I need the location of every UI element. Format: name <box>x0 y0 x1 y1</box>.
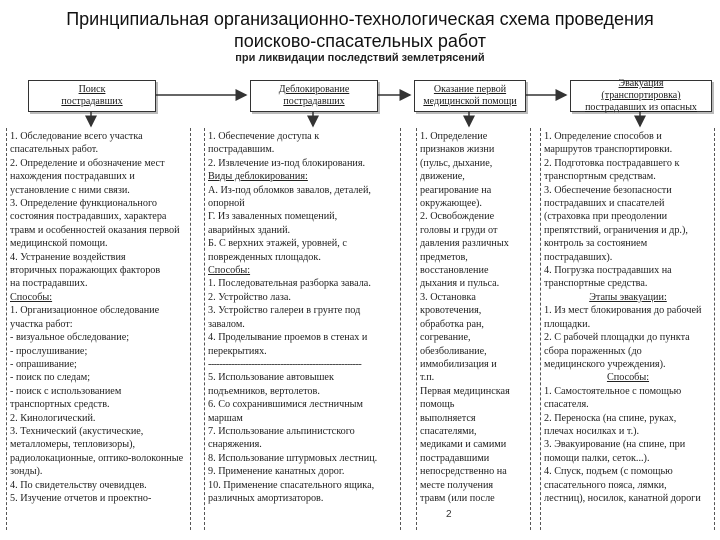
text-line: пострадавшим. <box>208 144 275 156</box>
column-border <box>6 128 7 530</box>
text-line: 2. Устройство лаза. <box>208 291 291 303</box>
text-line: непосредственно на <box>420 466 507 478</box>
text-line: 1. Определение способов и <box>544 131 662 142</box>
stage-evacuation-line-2: (транспортировка) <box>601 90 681 101</box>
text-line: дыхания и пульса. <box>420 278 500 290</box>
text-line: 1. Самостоятельное с помощью <box>544 385 682 397</box>
text-line: участка работ: <box>10 318 73 330</box>
column-border <box>416 128 417 530</box>
text-line: А. Из-под обломков завалов, деталей, <box>208 184 371 196</box>
evacuation-steps-column <box>544 130 712 528</box>
text-line: перекрытиях. <box>208 345 267 357</box>
text-line: различных амортизаторов. <box>208 492 324 504</box>
text-line: помощь <box>420 399 455 411</box>
text-line: 1. Последовательная разборка завала. <box>208 278 371 290</box>
text-line: вторичных поражающих факторов <box>10 265 161 277</box>
text-line: аварийных зданий. <box>208 224 291 236</box>
column-border <box>190 128 191 530</box>
text-line: обезболивание, <box>420 345 487 357</box>
text-line: медицинской помощи. <box>10 238 108 250</box>
text-line: - прослушивание; <box>10 345 88 357</box>
text-line: выполняется <box>420 412 476 424</box>
text-line: Способы: <box>10 291 53 303</box>
stage-search-line-2: пострадавших <box>61 96 123 107</box>
stage-evacuation-line-3: пострадавших из опасных <box>585 102 697 113</box>
text-line: (страховка при преодолении <box>544 211 668 223</box>
first-aid-steps-column <box>420 130 526 528</box>
text-line: кровотечения, <box>420 305 482 317</box>
text-line: нахождения пострадавших и <box>10 171 135 183</box>
text-line: поврежденных площадок. <box>208 251 321 263</box>
title-line-2: поисково-спасательных работ <box>233 31 487 51</box>
text-line: восстановление <box>420 265 489 277</box>
text-line: 8. Использование штурмовых лестниц. <box>208 452 378 464</box>
text-line: пострадавшими <box>420 452 490 464</box>
text-line: 7. Использование альпинистского <box>208 425 355 437</box>
text-line: снаряжения. <box>208 439 262 451</box>
text-line: 2. Переноска (на спине, руках, <box>544 412 677 424</box>
title-line-1: Принципиальная организационно-технологическая схема проведения <box>66 9 654 29</box>
text-line: Виды деблокирования: <box>208 171 308 183</box>
text-line: спасательного пояса, лямки, <box>544 479 667 491</box>
text-line: движение, <box>420 171 465 183</box>
text-line: установление с ними связи. <box>10 184 130 196</box>
text-line: транспортным средствам. <box>544 171 656 183</box>
text-line: 2. Кинологический. <box>10 412 96 424</box>
page-number: 2 <box>446 509 452 520</box>
text-line: маршрутов транспортировки. <box>544 144 673 156</box>
text-line: пострадавших). <box>544 251 613 263</box>
text-line: 1. Обследование всего участка <box>10 131 143 142</box>
stage-deblocking-line-1: Деблокирование <box>278 84 350 95</box>
text-line: 4. Устранение воздействия <box>10 251 126 263</box>
text-line: на пострадавших. <box>10 278 88 290</box>
text-line: Первая медицинская <box>420 385 510 397</box>
text-line: пострадавших и спасателей <box>544 198 665 210</box>
stage-first-aid-line-2: медицинской помощи <box>423 96 517 107</box>
text-line: - опрашивание; <box>10 358 77 370</box>
text-line: спасателя. <box>544 399 589 411</box>
deblocking-steps-column <box>208 130 396 528</box>
text-line: лестниц), носилок, канатной дороги <box>544 492 701 504</box>
text-line: 2. С рабочей площадки до пункта <box>544 332 690 344</box>
text-line: согревание, <box>420 332 471 344</box>
text-line: ----------------------------------------------------- <box>208 358 362 370</box>
text-line: Способы: <box>208 265 251 277</box>
text-line: завалом. <box>208 318 245 330</box>
text-line: препятствий, ограничения и др.), <box>544 224 688 236</box>
text-line: состояния пострадавших, характера <box>10 211 167 223</box>
text-line: Г. Из заваленных помещений, <box>208 211 338 223</box>
text-line: медиками и самими <box>420 439 507 451</box>
text-line: признаков жизни <box>420 144 495 156</box>
text-line: - визуальное обследование; <box>10 332 130 344</box>
text-line: реагирование на <box>420 184 492 196</box>
text-line: 5. Использование автовышек <box>208 372 334 384</box>
text-line: радиолокационные, оптико-волоконные <box>10 452 184 464</box>
text-line: головы и груди от <box>420 224 498 236</box>
text-line: 3. Обеспечение безопасности <box>544 184 672 196</box>
text-line: месте получения <box>420 479 494 491</box>
text-line: 9. Применение канатных дорог. <box>208 466 345 478</box>
text-line: 4. Погрузка пострадавших на <box>544 265 672 277</box>
text-line: (пульс, дыхание, <box>420 157 493 169</box>
text-line: 1. Из мест блокирования до рабочей <box>544 305 702 317</box>
diagram-subtitle: при ликвидации последствий землетрясений <box>235 52 485 64</box>
text-line: маршам <box>208 412 243 424</box>
text-line: предметов, <box>420 251 468 263</box>
stage-evacuation-line-1: Эвакуация <box>618 78 664 89</box>
text-line: 1. Обеспечение доступа к <box>208 131 320 142</box>
text-line: 3. Устройство галереи в грунте под <box>208 305 361 317</box>
text-line: Этапы эвакуации: <box>589 291 667 303</box>
text-line: транспортные средства. <box>544 278 648 290</box>
text-line: 3. Определение функционального <box>10 198 157 210</box>
text-line: транспортных средств. <box>10 399 110 411</box>
text-line: 4. По свидетельству очевидцев. <box>10 479 147 491</box>
column-border <box>204 128 205 530</box>
text-line: обработка ран, <box>420 318 484 330</box>
text-line: площадки. <box>544 318 591 330</box>
text-line: 4. Проделывание проемов в стенах и <box>208 332 368 344</box>
text-line: спасателями, <box>420 425 477 437</box>
text-line: 2. Определение и обозначение мест <box>10 157 165 169</box>
text-line: 6. Со сохранившимися лестничным <box>208 399 363 411</box>
text-line: спасательных работ. <box>10 144 99 156</box>
text-line: подъемников, вертолетов. <box>208 385 320 397</box>
column-border <box>530 128 531 530</box>
text-line: 2. Освобождение <box>420 211 495 223</box>
text-line: - поиск с использованием <box>10 385 122 397</box>
search-steps-column <box>10 130 186 528</box>
text-line: окружающее). <box>420 198 482 210</box>
text-line: зонды). <box>10 466 43 478</box>
text-line: 10. Применение спасательного ящика, <box>208 479 375 491</box>
text-line: контроль за состоянием <box>544 238 648 250</box>
text-line: 4. Спуск, подъем (с помощью <box>544 466 673 478</box>
text-line: медицинского учреждения). <box>544 358 666 370</box>
column-border <box>714 128 715 530</box>
text-line: опорной <box>208 198 245 210</box>
text-line: 3. Остановка <box>420 291 476 303</box>
stage-search-line-1: Поиск <box>78 84 106 95</box>
text-line: металломеры, тепловизоры), <box>10 439 136 451</box>
text-line: 3. Технический (акустические, <box>10 425 144 437</box>
stage-deblocking-line-2: пострадавших <box>283 96 345 107</box>
text-line: травм (или после <box>420 492 495 504</box>
text-line: травм и особенностей оказания первой <box>10 224 180 236</box>
text-line: 1. Организационное обследование <box>10 305 160 317</box>
text-line: иммобилизация и <box>420 358 497 370</box>
text-line: помощи палки, сеток...). <box>544 452 650 464</box>
column-border <box>400 128 401 530</box>
text-line: сбора пораженных (до <box>544 345 642 357</box>
text-line: 1. Определение <box>420 131 488 142</box>
text-line: плечах носилках и т.). <box>544 425 640 437</box>
text-line: 2. Извлечение из-под блокирования. <box>208 157 366 169</box>
text-line: Способы: <box>606 372 650 384</box>
text-line: - поиск по следам; <box>10 372 91 384</box>
stage-first-aid-line-1: Оказание первой <box>433 84 507 95</box>
text-line: т.п. <box>420 372 435 384</box>
text-line: давления различных <box>420 238 509 250</box>
column-border <box>540 128 541 530</box>
text-line: 5. Изучение отчетов и проектно- <box>10 492 152 504</box>
text-line: 2. Подготовка пострадавшего к <box>544 157 680 169</box>
text-line: 3. Эвакуирование (на спине, при <box>544 439 686 451</box>
text-line: Б. С верхних этажей, уровней, с <box>208 238 347 250</box>
